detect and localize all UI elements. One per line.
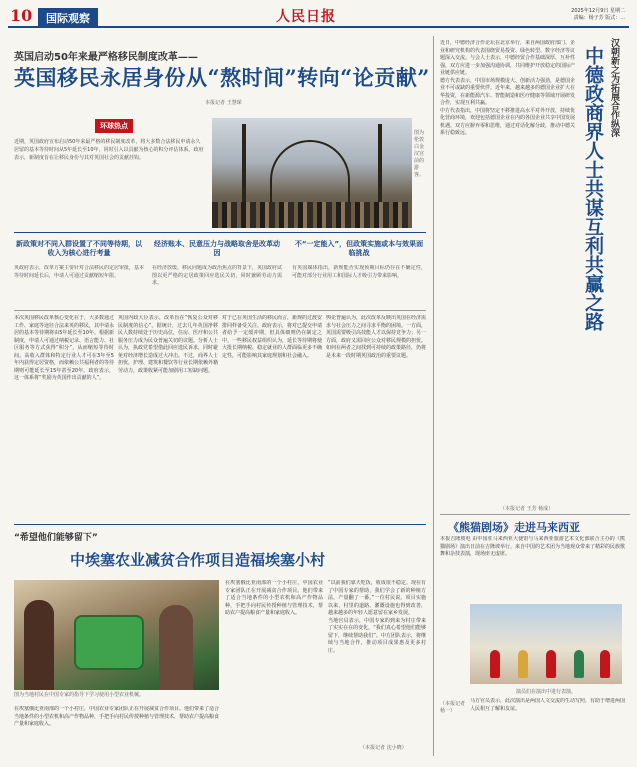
panda-story-byline: （本报记者 杨一） bbox=[440, 701, 466, 714]
side-story-byline: （本报记者 王芳 杨成） bbox=[500, 506, 554, 512]
masthead bbox=[8, 6, 629, 28]
side-story-body: 近日，中德经济合作论坛在北京举行，来自两国政府部门、企业和研究机构的代表围绕贸易投资、绿色转型、数字经济等议题深入交流。与会人士表示，中德经贸合作基础深厚、互补性强，双方应进一步加强沟通协调，共同维护开放稳定的国际产业链供应链。 德方代表表示，中国市场规模庞大、创新活力强劲，是德国企业不可或缺的重要伙伴。近年来，越来越多的德国企业扩大在华投资，在新能源汽车、智能制造和医疗健康等领域开展研发合作，实现互利共赢。 中方代表指出，中国将坚定不移推进高水平对外开放，持续优化营商环境，欢迎包括德国企业在内的各国企业共享中国发展机遇。双方应摒弃零和思维，通过对话化解分歧，推动中德关系行稳致远。 bbox=[440, 40, 575, 136]
side-story-headline: 中德政商界人士共谋互利共赢之路 bbox=[582, 46, 604, 331]
body-column-2: 英国内政大臣表示，改革旨在“恢复公众对移民制度的信心”。据统计，过去几年英国净移民人数持续处于历史高位，住房、医疗和公共服务压力成为民众普遍关切的议题。分析人士认为，执政党希望借此回应选民诉求，同时避免对经济增长造成过大冲击。不过，商界人士担忧，护理、建筑和餐饮等行业长期依赖外籍劳动力，政策收紧可能加剧用工短缺问题。 bbox=[118, 315, 218, 374]
main-story-intro: 近期，英国政府宣布启动50年来最严格的移民制度改革，将大多数合法移民申请永久居留的基本等待时间从5年延长至10年，同时引入以贡献为核心的积分评估体系。政府表示，新制度旨在让移民身份与其对英国社会的贡献挂钩。 bbox=[14, 139, 204, 161]
divider bbox=[14, 524, 426, 525]
panda-show-photo bbox=[470, 604, 622, 684]
egypt-body-column-1: 在埃塞俄比亚南部的一个小村庄，中国农业专家团队正在开展减贫合作项目。他们带来了适合当地条件的小型农机和高产作物品种，手把手向村民传授种植与管理技术，帮助农户提高粮食产量和家庭收入。 bbox=[225, 580, 323, 616]
subhead-3: 不“一定能入”，但政策实施或本与效果面临挑战 bbox=[294, 240, 424, 257]
panda-photo-caption: 演员们在演出中进行表演。 bbox=[515, 689, 576, 695]
panda-story-body-1: 本报吉隆坡电 由中国驻马来西亚大使馆与马来西亚旅游艺术文化部联合主办的《熊猫剧场》演出日前在吉隆坡举行。来自中国的艺术团为当地观众带来了精彩的民族歌舞和杂技表演，现场座无虚席。 bbox=[440, 536, 625, 557]
egypt-story-headline: 中埃塞农业减贫合作项目造福埃塞小村 bbox=[70, 551, 326, 569]
subhead-2: 经济账本、民意压力与战略取舍是改革动因 bbox=[154, 240, 280, 257]
column-separator bbox=[433, 36, 434, 756]
divider bbox=[14, 232, 426, 233]
main-photo-caption: 图为伦敦白金汉宫前的游客。 bbox=[414, 130, 425, 178]
date-line: 2025年12月9日 星期二 责编：杨子芳 版式：... bbox=[571, 8, 625, 21]
hot-topic-badge: 环球热点 bbox=[95, 119, 133, 133]
section-label: 国际观察 bbox=[38, 8, 98, 28]
side-story-kicker: 汉朝新之为拓展合作纵深 bbox=[609, 38, 619, 137]
buckingham-palace-photo bbox=[212, 118, 412, 228]
egypt-photo-caption: 图为当地村民在中国专家的指导下学习使用小型农业机械。 bbox=[14, 692, 145, 698]
main-story-headline: 英国移民永居身份从“熬时间”转向“论贡献” bbox=[14, 65, 430, 90]
farm-machinery-photo bbox=[14, 580, 219, 690]
main-story-byline: 本报记者 王慧琛 bbox=[205, 100, 242, 106]
egypt-story-byline: （本报记者 沈小晓） bbox=[360, 745, 407, 751]
lead-1: 英政府表示，改革方案主要针对合法移民的定居审批，基本等待时间延长后，申请人可通过贡献缩短年限。 bbox=[14, 265, 144, 279]
egypt-body-column-2: “以前我们靠天吃饭，收成很不稳定。现在有了中国专家的帮助，我们学会了新的种植方法，产量翻了一番。”一位村民说。项目实施以来，村里的道路、灌溉设施也得到改善，越来越多的年轻人愿意留在家乡发展。 当地官员表示，中国专家的到来为村庄带来了实实在在的变化，“我们真心希望他们能够留下，继续帮助我们”。中方团队表示，将继续与当地合作，推动项目成果惠及更多村庄。 bbox=[328, 580, 426, 654]
egypt-story-kicker: “希望他们能够留下” bbox=[14, 533, 98, 543]
body-column-4: 舆论普遍认为，此次改革反映出英国在经济需求与社会压力之间寻求平衡的困境。一方面，英国需要吸引高技能人才以保持竞争力；另一方面，政府又需回应公众对移民规模的担忧。如何在两者之间找到可持续的政策路径，仍将是未来一段时期英国政治的重要议题。 bbox=[326, 315, 426, 359]
panda-story-headline: 《熊猫剧场》走进马来西亚 bbox=[448, 521, 580, 534]
page-number: 10 bbox=[10, 6, 33, 25]
egypt-body-column-0: 在埃塞俄比亚南部的一个小村庄，中国农业专家团队正在开展减贫合作项目。他们带来了适合当地条件的小型农机和高产作物品种，手把手向村民传授种植与管理技术，帮助农户提高粮食产量和家庭收入。 bbox=[14, 706, 219, 727]
divider bbox=[440, 514, 630, 515]
body-column-3: 对于已在英国生活的移民而言，新规的过渡安排同样备受关注。政府表示，将对已提交申请者给予一定缓冲期，但具体细则仍在制定之中。一些移民权益组织认为，延长等待期将使大批长期纳税、稳定就业的人群面临更多不确定性，可能影响其家庭规划和社会融入。 bbox=[222, 315, 322, 359]
lead-2: 在经济放缓、移民问题成为政治焦点的背景下，英国政府试图以更严格的定居政策回应选民关切，同时兼顾劳动力需求。 bbox=[152, 265, 282, 286]
subhead-1: 新政策对不同入群设置了不同等待期，以收入为核心进行考量 bbox=[16, 240, 142, 257]
main-story-kicker: 英国启动50年来最严格移民制度改革—— bbox=[14, 52, 198, 63]
panda-story-body-2: 马方官员表示，此次演出是两国人文交流的生动写照，有助于增进两国人民相互了解和友谊。 bbox=[470, 698, 625, 712]
lead-3: 有英国媒体指出，新规能否实现预期目标仍存在不确定性，可能对部分行业用工和国际人才吸引力带来影响。 bbox=[292, 265, 426, 279]
divider bbox=[14, 310, 426, 311]
newspaper-logo: 人民日报 bbox=[276, 9, 336, 25]
body-column-1: 本次英国移民改革核心变化在于，大多数通过工作、家庭等途径合法来英的移民，其申请永居的基本等待期将由5年延长至10年。根据新制度，申请人可通过纳税记录、语言能力、社区服务等方式获得“积分”，从而缩短等待时间。高收入群体和特定行业人才可在3年至5年内获得定居资格，而依赖公共福利者的等待期则可能延长至15年甚至20年。政府表示，这一体系将“奖励为英国作出贡献的人”。 bbox=[14, 315, 114, 381]
